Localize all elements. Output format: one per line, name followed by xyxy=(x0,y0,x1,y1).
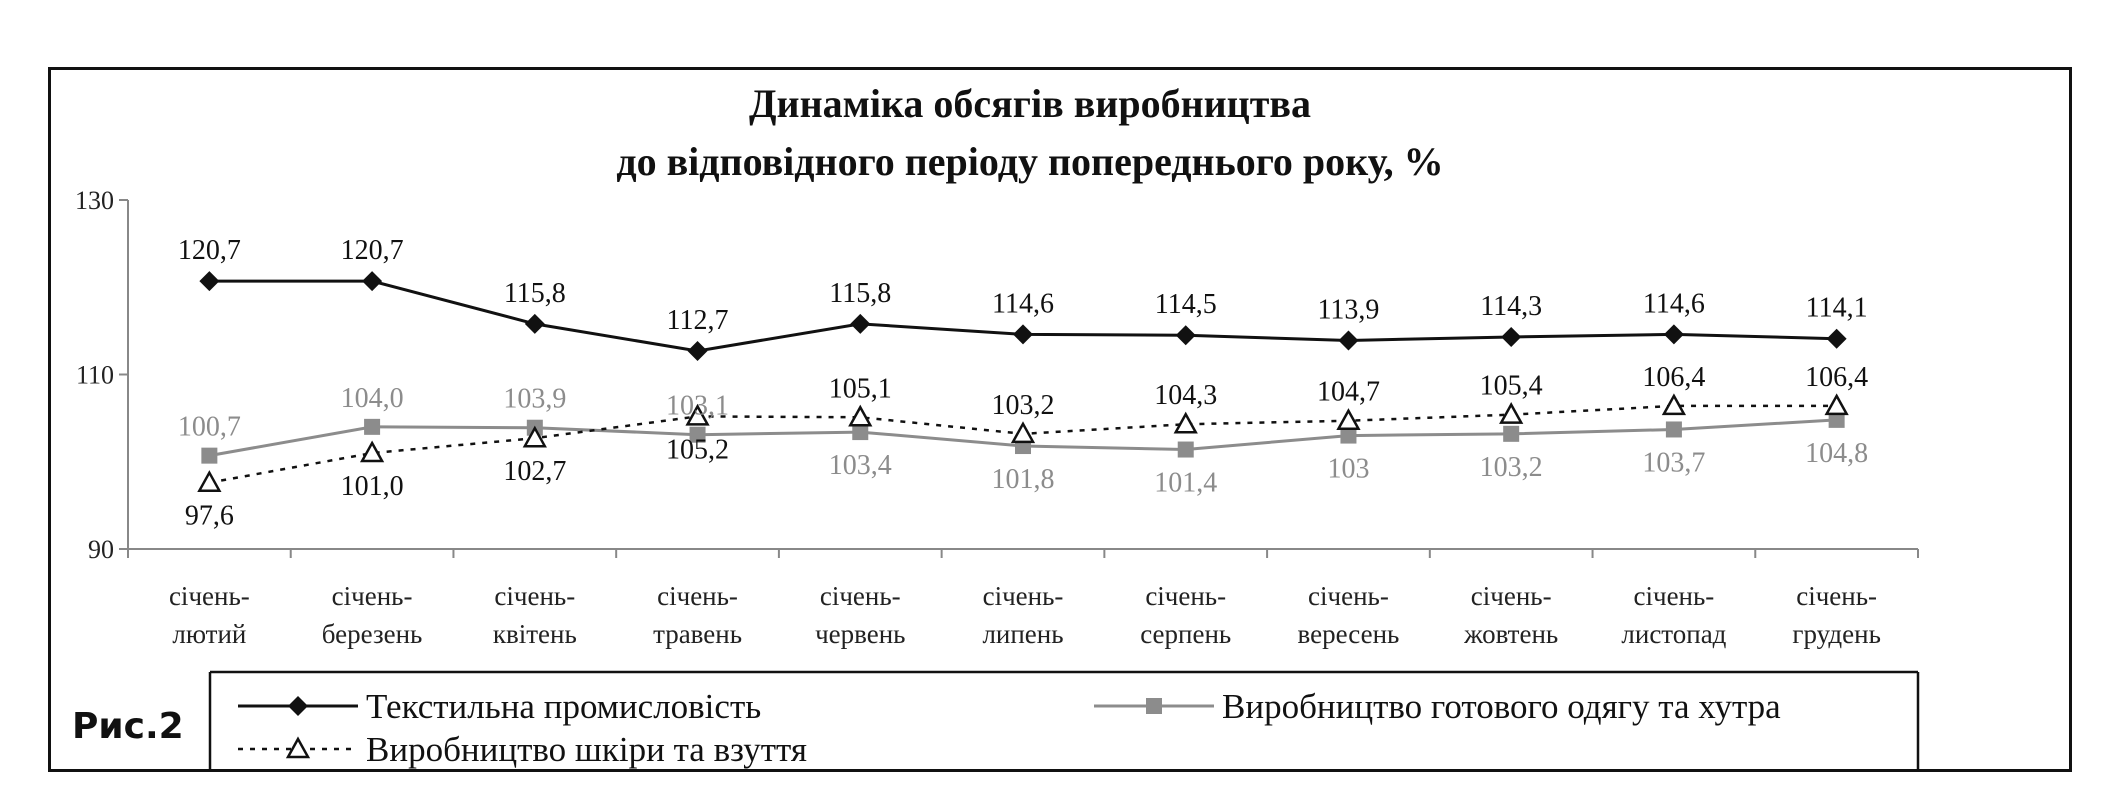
data-label-series-1: 120,7 xyxy=(340,235,404,267)
data-point-series-1 xyxy=(525,314,545,334)
data-label-series-2: 103,2 xyxy=(1479,451,1543,483)
data-label-series-3: 97,6 xyxy=(184,500,234,532)
data-label-series-2: 103,9 xyxy=(503,383,567,415)
data-label-series-2: 101,8 xyxy=(991,464,1055,496)
data-point-series-1 xyxy=(1501,327,1521,347)
data-point-series-1 xyxy=(1013,324,1033,344)
data-label-series-1: 112,7 xyxy=(666,304,729,336)
x-tick-label: січень-лютий xyxy=(168,581,250,649)
x-tick-label: січень-липень xyxy=(982,581,1064,649)
legend-label-series-3: Виробництво шкіри та взуття xyxy=(366,730,807,769)
data-label-series-2: 101,4 xyxy=(1154,467,1218,499)
data-point-series-2 xyxy=(1178,442,1194,458)
data-point-series-3 xyxy=(199,473,219,491)
data-point-series-3 xyxy=(1013,424,1033,442)
data-point-series-1 xyxy=(1176,325,1196,345)
data-point-series-1 xyxy=(1827,329,1847,349)
data-point-series-2 xyxy=(364,419,380,435)
data-label-series-2: 103,7 xyxy=(1642,447,1706,479)
data-label-series-3: 104,3 xyxy=(1154,380,1218,412)
data-point-series-1 xyxy=(362,271,382,291)
data-label-series-3: 102,7 xyxy=(503,456,567,488)
legend-label-series-2: Виробництво готового одягу та хутра xyxy=(1222,687,1781,726)
data-point-series-1 xyxy=(1338,330,1358,350)
data-label-series-1: 113,9 xyxy=(1317,294,1380,326)
data-label-series-1: 120,7 xyxy=(177,235,241,267)
data-point-series-1 xyxy=(1664,324,1684,344)
data-label-series-3: 105,2 xyxy=(666,434,730,466)
x-tick-label: січень-березень xyxy=(321,581,423,649)
data-label-series-3: 101,0 xyxy=(340,471,404,503)
legend-label-series-1: Текстильна промисловість xyxy=(366,687,762,726)
data-label-series-2: 104,8 xyxy=(1805,437,1869,469)
data-label-series-3: 105,1 xyxy=(828,373,892,405)
y-tick-label: 130 xyxy=(75,186,114,215)
x-tick-label: січень-червень xyxy=(815,581,906,649)
data-label-series-2: 103,1 xyxy=(666,390,730,422)
data-label-series-1: 114,3 xyxy=(1480,290,1543,322)
data-label-series-2: 104,0 xyxy=(340,382,404,414)
data-label-series-1: 115,8 xyxy=(829,277,892,309)
x-tick-label: січень-жовтень xyxy=(1464,581,1559,649)
data-point-series-3 xyxy=(1176,414,1196,432)
x-tick-label: січень-вересень xyxy=(1297,581,1400,649)
data-label-series-1: 114,1 xyxy=(1805,292,1868,324)
y-tick-label: 90 xyxy=(88,535,114,564)
data-point-series-3 xyxy=(1827,396,1847,414)
data-label-series-1: 114,6 xyxy=(992,288,1054,320)
data-point-series-2 xyxy=(201,448,217,464)
data-point-series-3 xyxy=(1501,405,1521,423)
data-point-series-2 xyxy=(1666,421,1682,437)
data-label-series-3: 106,4 xyxy=(1642,361,1706,393)
x-tick-label: січень-серпень xyxy=(1140,581,1232,649)
data-label-series-2: 103,4 xyxy=(828,450,892,482)
x-tick-label: січень-травень xyxy=(653,581,743,649)
legend-marker-series-2 xyxy=(1146,698,1162,714)
data-label-series-3: 104,7 xyxy=(1316,376,1380,408)
data-label-series-2: 100,7 xyxy=(177,411,241,443)
chart-title-line-1: Динаміка обсягів виробництва xyxy=(749,81,1311,126)
x-tick-label: січень-листопад xyxy=(1621,581,1727,649)
data-label-series-3: 105,4 xyxy=(1479,370,1543,402)
data-label-series-1: 114,6 xyxy=(1642,288,1705,320)
data-point-series-2 xyxy=(1503,426,1519,442)
x-tick-label: січень-грудень xyxy=(1792,581,1881,649)
legend-marker-series-1 xyxy=(288,696,308,716)
data-point-series-1 xyxy=(688,341,708,361)
y-tick-label: 110 xyxy=(75,360,114,390)
data-label-series-1: 115,8 xyxy=(503,277,566,309)
x-tick-label: січень-квітень xyxy=(492,581,577,649)
chart-title-line-2: до відповідного періоду попереднього року, % xyxy=(616,139,1444,184)
data-point-series-1 xyxy=(850,314,870,334)
figure-label: Рис.2 xyxy=(72,706,184,747)
data-label-series-2: 103 xyxy=(1327,453,1370,485)
data-label-series-3: 103,2 xyxy=(991,389,1055,421)
data-label-series-1: 114,5 xyxy=(1154,289,1217,321)
data-point-series-1 xyxy=(199,271,219,291)
data-label-series-3: 106,4 xyxy=(1805,361,1869,393)
